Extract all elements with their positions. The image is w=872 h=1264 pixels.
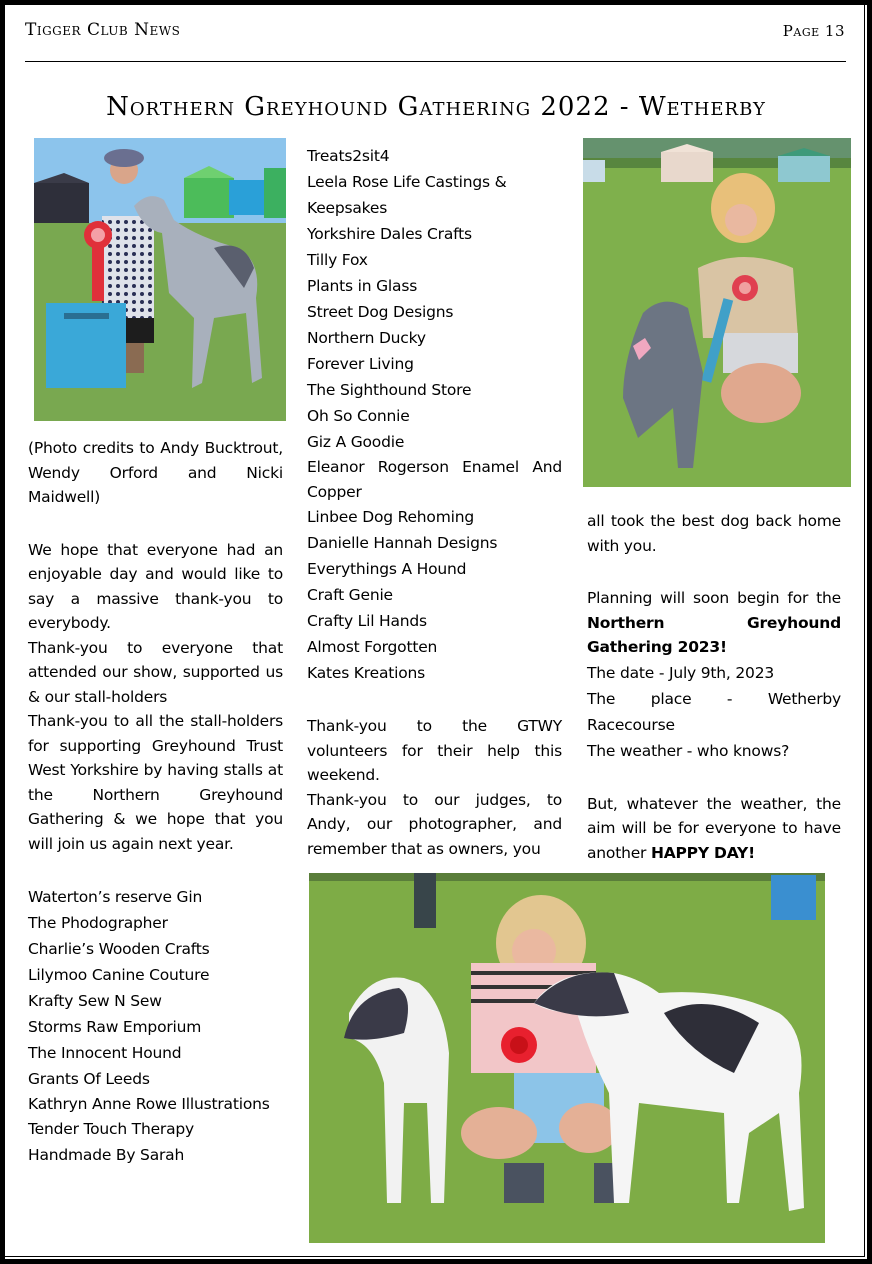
happy-day-text: HAPPY DAY! xyxy=(650,843,755,862)
continuation-paragraph: all took the best dog back home with you. xyxy=(587,512,841,555)
thanks-stallholders-paragraph: Thank-you to all the stall-holders for supporting Greyhound Trust West Yorkshire by having stalls at the Northern Greyhound Gathering & we hope that you will join us again next year. xyxy=(28,712,283,853)
stallholder-item: Plants in Glass xyxy=(307,277,418,295)
stallholder-list-1 xyxy=(28,884,283,1168)
stallholder-item: Handmade By Sarah xyxy=(28,1146,185,1164)
page-border-bottom-inner xyxy=(5,1256,865,1257)
stallholder-item: Tender Touch Therapy xyxy=(28,1120,194,1138)
page-border-top xyxy=(0,0,872,5)
stallholder-item: Tilly Fox xyxy=(307,251,368,269)
header-divider xyxy=(25,61,846,62)
stallholder-item: Eleanor Rogerson Enamel And Copper xyxy=(307,458,562,501)
stallholder-item: Leela Rose Life Castings & Keepsakes xyxy=(307,173,507,217)
article-column-2 xyxy=(307,143,562,861)
photo-credits: (Photo credits to Andy Bucktrout, Wendy Orford and Nicki Maidwell) xyxy=(28,439,283,506)
article-column-1 xyxy=(28,436,283,1168)
stallholder-item: Charlie’s Wooden Crafts xyxy=(28,940,210,958)
stallholder-item: Waterton’s reserve Gin xyxy=(28,888,203,906)
publication-name: Tigger Club News xyxy=(25,20,181,40)
stallholder-item: The Sighthound Store xyxy=(307,381,472,399)
stallholder-item: Krafty Sew N Sew xyxy=(28,992,162,1010)
stallholder-item: The Phodographer xyxy=(28,914,168,932)
stallholder-item: Oh So Connie xyxy=(307,407,410,425)
photo-woman-with-grey-greyhound xyxy=(34,138,286,421)
stallholder-item: Street Dog Designs xyxy=(307,303,454,321)
next-event-name: Northern Greyhound Gathering 2023! xyxy=(587,613,841,656)
thanks-volunteers-paragraph: Thank-you to the GTWY volunteers for their help this weekend. xyxy=(307,717,562,784)
stallholder-item: Linbee Dog Rehoming xyxy=(307,508,474,526)
stallholder-item: Grants Of Leeds xyxy=(28,1070,150,1088)
page-border-left xyxy=(0,0,5,1264)
page-border-bottom xyxy=(0,1259,872,1264)
planning-paragraph xyxy=(587,586,841,660)
stallholder-item: Crafty Lil Hands xyxy=(307,612,427,630)
event-date: The date - July 9th, 2023 xyxy=(587,663,775,682)
page-border-right xyxy=(867,0,872,1264)
article-column-3 xyxy=(587,509,841,865)
stallholder-item: The Innocent Hound xyxy=(28,1044,182,1062)
event-place: The place - Wetherby Racecourse xyxy=(587,689,841,734)
photo-woman-with-two-greyhounds xyxy=(309,873,825,1243)
stallholder-list-2 xyxy=(307,143,562,686)
stallholder-item: Everythings A Hound xyxy=(307,560,467,578)
page-number: Page 13 xyxy=(782,22,845,40)
thanks-attendees-paragraph: Thank-you to everyone that attended our show, supported us & our stall-holders xyxy=(28,638,283,706)
stallholder-item: Kates Kreations xyxy=(307,664,426,682)
stallholder-item: Yorkshire Dales Crafts xyxy=(307,225,472,243)
thanks-judges-paragraph: Thank-you to our judges, to Andy, our photographer, and remember that as owners, you xyxy=(307,790,562,858)
stallholder-item: Danielle Hannah Designs xyxy=(307,534,498,552)
event-weather: The weather - who knows? xyxy=(587,741,790,760)
stallholder-item: Giz A Goodie xyxy=(307,433,405,451)
planning-text: Planning will soon begin for the xyxy=(587,589,841,607)
stallholder-item: Treats2sit4 xyxy=(307,147,390,165)
closing-text: But, whatever the weather, the aim will be for everyone to have another xyxy=(587,794,841,862)
page-border-right-inner xyxy=(864,5,865,1257)
closing-paragraph xyxy=(587,792,841,866)
stallholder-item: Lilymoo Canine Couture xyxy=(28,966,210,984)
stallholder-item: Kathryn Anne Rowe Illustrations xyxy=(28,1095,270,1113)
article-title: Northern Greyhound Gathering 2022 - Wetherby xyxy=(106,92,766,122)
intro-paragraph: We hope that everyone had an enjoyable day and would like to say a massive thank-you to everybody. xyxy=(28,540,283,632)
stallholder-item: Forever Living xyxy=(307,355,414,373)
stallholder-item: Almost Forgotten xyxy=(307,638,438,656)
stallholder-item: Craft Genie xyxy=(307,586,393,604)
stallholder-item: Storms Raw Emporium xyxy=(28,1018,202,1036)
photo-girl-with-blue-greyhound xyxy=(583,138,851,487)
stallholder-item: Northern Ducky xyxy=(307,329,426,347)
